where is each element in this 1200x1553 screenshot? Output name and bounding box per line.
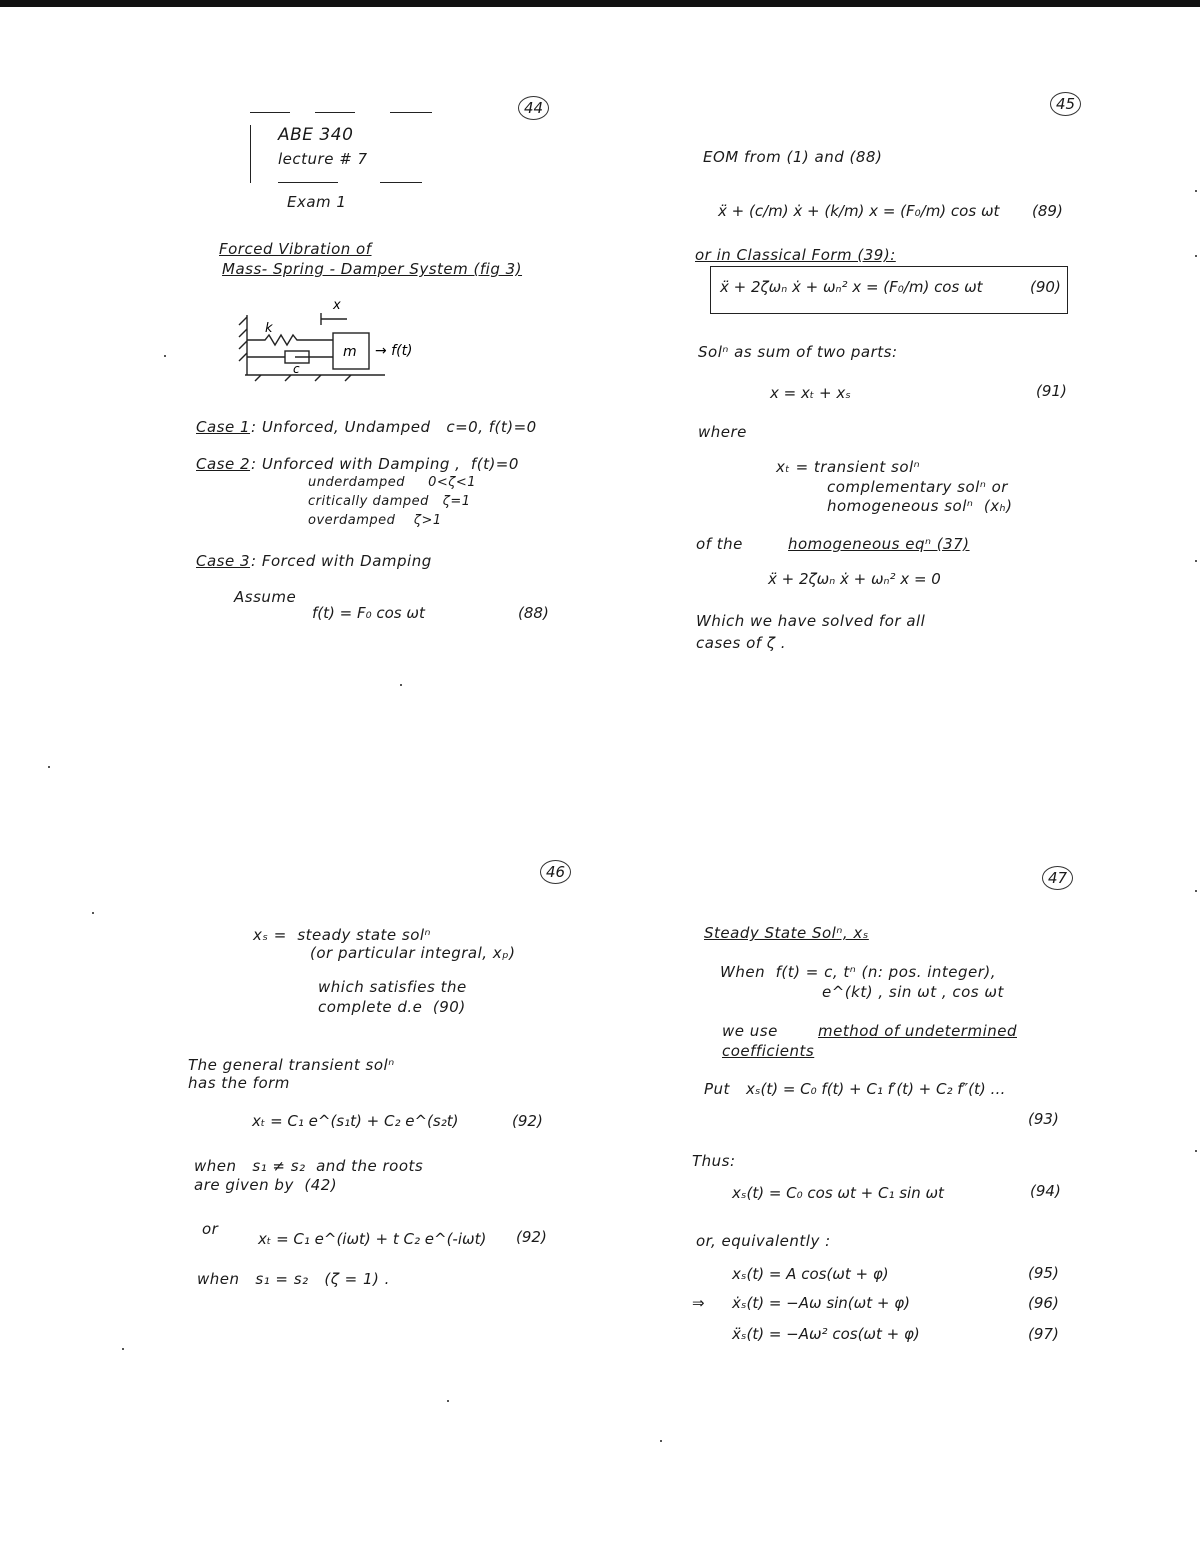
equation-number: (92) [516, 1228, 547, 1246]
definition-line: complete d.e (90) [318, 998, 466, 1016]
equation-number: (92) [512, 1112, 543, 1130]
where-label: where [698, 423, 747, 441]
equation-number: (88) [518, 604, 549, 622]
equation-number: (94) [1030, 1182, 1061, 1200]
damping-line: overdamped ζ>1 [308, 513, 442, 528]
equation: x = xₜ + xₛ [770, 384, 851, 402]
text-line: when s₁ ≠ s₂ and the roots [194, 1157, 424, 1175]
case-text: : Unforced, Undamped c=0, f(t)=0 [251, 418, 537, 436]
section-heading: Steady State Solⁿ, xₛ [704, 924, 869, 942]
thus-label: Thus: [692, 1152, 736, 1170]
case-text: : Forced with Damping [251, 552, 432, 570]
implies-symbol: ⇒ [692, 1294, 705, 1312]
text-line: coefficients [722, 1042, 815, 1060]
equation: xₜ = C₁ e^(iωt) + t C₂ e^(-iωt) [258, 1230, 487, 1248]
scan-speck [447, 1400, 449, 1402]
definition-line: homogeneous solⁿ (xₕ) [827, 497, 1013, 515]
text-line: or [202, 1220, 219, 1238]
scan-speck [122, 1348, 124, 1350]
panel-page-46 [0, 780, 600, 1553]
text-line: The general transient solⁿ [188, 1056, 395, 1074]
case-text: : Unforced with Damping , f(t)=0 [251, 455, 519, 473]
assume-label: Assume [234, 588, 297, 606]
equation-number: (90) [1030, 278, 1061, 296]
course-code: ABE 340 [278, 125, 354, 145]
exam-note: Exam 1 [287, 193, 347, 211]
equation-number: (97) [1028, 1325, 1059, 1343]
equation: ẍ + (c/m) ẋ + (k/m) x = (F₀/m) cos ωt [718, 202, 1000, 220]
divider [390, 112, 432, 113]
text-line: homogeneous eqⁿ (37) [788, 535, 970, 553]
definition-line: xₛ = steady state solⁿ [253, 926, 432, 944]
put-label: Put [704, 1080, 730, 1098]
scan-speck [164, 355, 166, 357]
equation: xₛ(t) = A cos(ωt + φ) [732, 1265, 889, 1283]
panel-page-44 [0, 0, 600, 780]
scan-speck [660, 1440, 662, 1442]
text-line: method of undetermined [818, 1022, 1017, 1040]
mass-spring-damper-figure [235, 295, 475, 385]
lecture-number: lecture # 7 [278, 150, 368, 168]
divider [278, 182, 338, 183]
divider [250, 125, 251, 183]
equation-number: (93) [1028, 1110, 1059, 1128]
equation: ẍₛ(t) = −Aω² cos(ωt + φ) [732, 1325, 920, 1343]
eom-text: EOM from (1) and (88) [703, 148, 883, 166]
equation: xₜ = C₁ e^(s₁t) + C₂ e^(s₂t) [252, 1112, 459, 1130]
divider [315, 112, 355, 113]
text-line: are given by (42) [194, 1176, 338, 1194]
equation: xₛ(t) = C₀ f(t) + C₁ f′(t) + C₂ f″(t) … [746, 1080, 1006, 1098]
divider [250, 112, 290, 113]
fig-label-f: → f(t) [375, 343, 413, 359]
page-number: 47 [1042, 866, 1073, 890]
scan-speck [48, 766, 50, 768]
damping-line: underdamped 0<ζ<1 [308, 475, 477, 490]
scan-speck [1195, 560, 1197, 562]
scan-speck [1195, 190, 1197, 192]
classical-form-text: or in Classical Form (39): [695, 246, 896, 264]
page-number: 46 [540, 860, 571, 884]
page-number: 45 [1050, 92, 1081, 116]
scan-speck [1195, 1150, 1197, 1152]
case-heading: Case 2 [196, 455, 251, 473]
boxed-equation: ẍ + 2ζωₙ ẋ + ωₙ² x = (F₀/m) cos ωt [720, 278, 983, 296]
equation: ẍ + 2ζωₙ ẋ + ωₙ² x = 0 [768, 570, 941, 588]
page-number: 44 [518, 96, 549, 120]
damping-line: critically damped ζ=1 [308, 494, 471, 509]
definition-line: complementary solⁿ or [827, 478, 1008, 496]
text-line: Which we have solved for all [696, 612, 926, 630]
fig-label-m: m [343, 344, 357, 360]
scan-speck [92, 912, 94, 914]
text-line: When f(t) = c, tⁿ (n: pos. integer), [720, 963, 997, 981]
case-heading: Case 1 [196, 418, 251, 436]
definition-line: (or particular integral, xₚ) [310, 944, 516, 962]
definition-line: which satisfies the [318, 978, 467, 996]
divider [380, 182, 422, 183]
text-line: of the [696, 535, 743, 553]
fig-label-x: x [333, 298, 341, 313]
section-title: Mass- Spring - Damper System (fig 3) [222, 260, 523, 278]
equation-number: (91) [1036, 382, 1067, 400]
definition-line: xₜ = transient solⁿ [776, 458, 921, 476]
section-title: Forced Vibration of [219, 240, 372, 258]
panel-page-45 [600, 0, 1200, 780]
panel-page-47 [600, 780, 1200, 1553]
case-heading: Case 3 [196, 552, 251, 570]
text-line: cases of ζ . [696, 634, 786, 652]
scan-speck [1195, 255, 1197, 257]
equation: ẋₛ(t) = −Aω sin(ωt + φ) [732, 1294, 910, 1312]
equation-number: (95) [1028, 1264, 1059, 1282]
equation: xₛ(t) = C₀ cos ωt + C₁ sin ωt [732, 1184, 944, 1202]
scan-speck [1195, 890, 1197, 892]
equation-number: (89) [1032, 202, 1063, 220]
text-line: we use [722, 1022, 778, 1040]
text-line: or, equivalently : [696, 1232, 831, 1250]
equation-number: (96) [1028, 1294, 1059, 1312]
text-line: when s₁ = s₂ (ζ = 1) . [197, 1270, 390, 1288]
text-line: has the form [188, 1074, 290, 1092]
fig-label-c: c [293, 362, 300, 376]
forcing-equation: f(t) = F₀ cos ωt [312, 604, 425, 622]
fig-label-k: k [265, 321, 273, 336]
scan-speck [400, 684, 402, 686]
solution-text: Solⁿ as sum of two parts: [698, 343, 898, 361]
text-line: e^(kt) , sin ωt , cos ωt [822, 983, 1004, 1001]
